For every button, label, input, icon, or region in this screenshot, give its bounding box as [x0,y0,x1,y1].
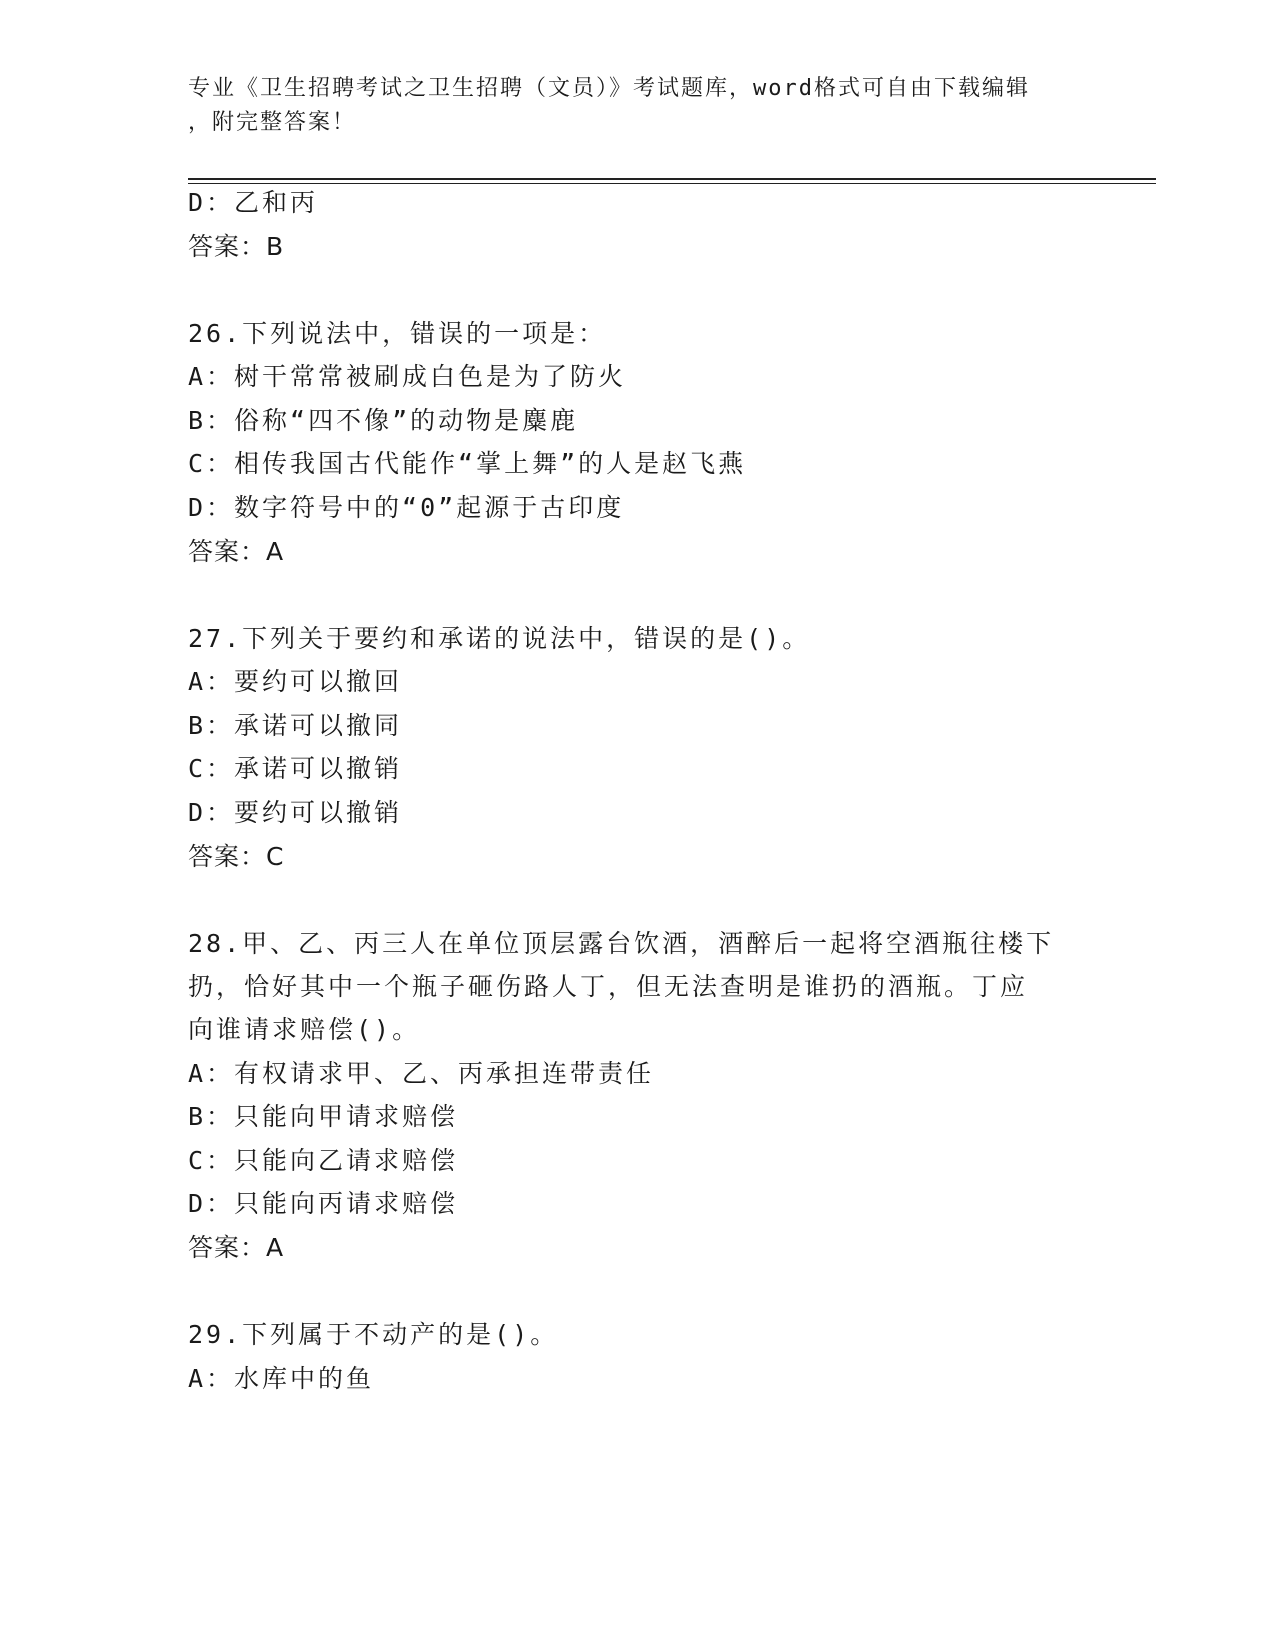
q26-option-c: C：相传我国古代能作“掌上舞”的人是赵飞燕 [188,449,747,478]
q28-stem-line-3: 向谁请求赔偿()。 [188,1015,421,1044]
q29-stem: 29.下列属于不动产的是()。 [188,1320,559,1349]
q27-answer: 答案：C [188,842,285,871]
q26-option-a: A：树干常常被刷成白色是为了防火 [188,362,627,391]
q27-stem: 27.下列关于要约和承诺的说法中，错误的是()。 [188,624,811,653]
prev-option-d: D：乙和丙 [188,188,319,217]
q28-option-d: D：只能向丙请求赔偿 [188,1189,459,1218]
header-divider [188,178,1156,180]
q28-answer: 答案：A [188,1233,285,1262]
header-line-1: 专业《卫生招聘考试之卫生招聘（文员）》考试题库，word格式可自由下载编辑 [188,76,1030,101]
q28-stem-line-1: 28.甲、乙、丙三人在单位顶层露台饮酒，酒醉后一起将空酒瓶往楼下 [188,929,1055,958]
q28-option-c: C：只能向乙请求赔偿 [188,1146,459,1175]
q27-option-b: B：承诺可以撤同 [188,711,403,740]
document-header [188,72,1088,140]
header-divider-thin [188,183,1156,184]
q26-option-d: D：数字符号中的“0”起源于古印度 [188,493,625,522]
q29-option-a: A：水库中的鱼 [188,1364,375,1393]
q28-stem-line-2: 扔，恰好其中一个瓶子砸伤路人丁，但无法查明是谁扔的酒瓶。丁应 [188,972,1029,1001]
q26-option-b: B：俗称“四不像”的动物是麋鹿 [188,406,579,435]
q26-answer: 答案：A [188,537,285,566]
header-line-2: ，附完整答案！ [188,110,357,135]
q26-stem: 26.下列说法中，错误的一项是： [188,319,607,348]
q27-option-d: D：要约可以撤销 [188,798,403,827]
q27-option-a: A：要约可以撤回 [188,667,403,696]
q27-option-c: C：承诺可以撤销 [188,754,403,783]
q28-option-a: A：有权请求甲、乙、丙承担连带责任 [188,1059,655,1088]
prev-answer: 答案：B [188,232,285,261]
q28-option-b: B：只能向甲请求赔偿 [188,1102,459,1131]
